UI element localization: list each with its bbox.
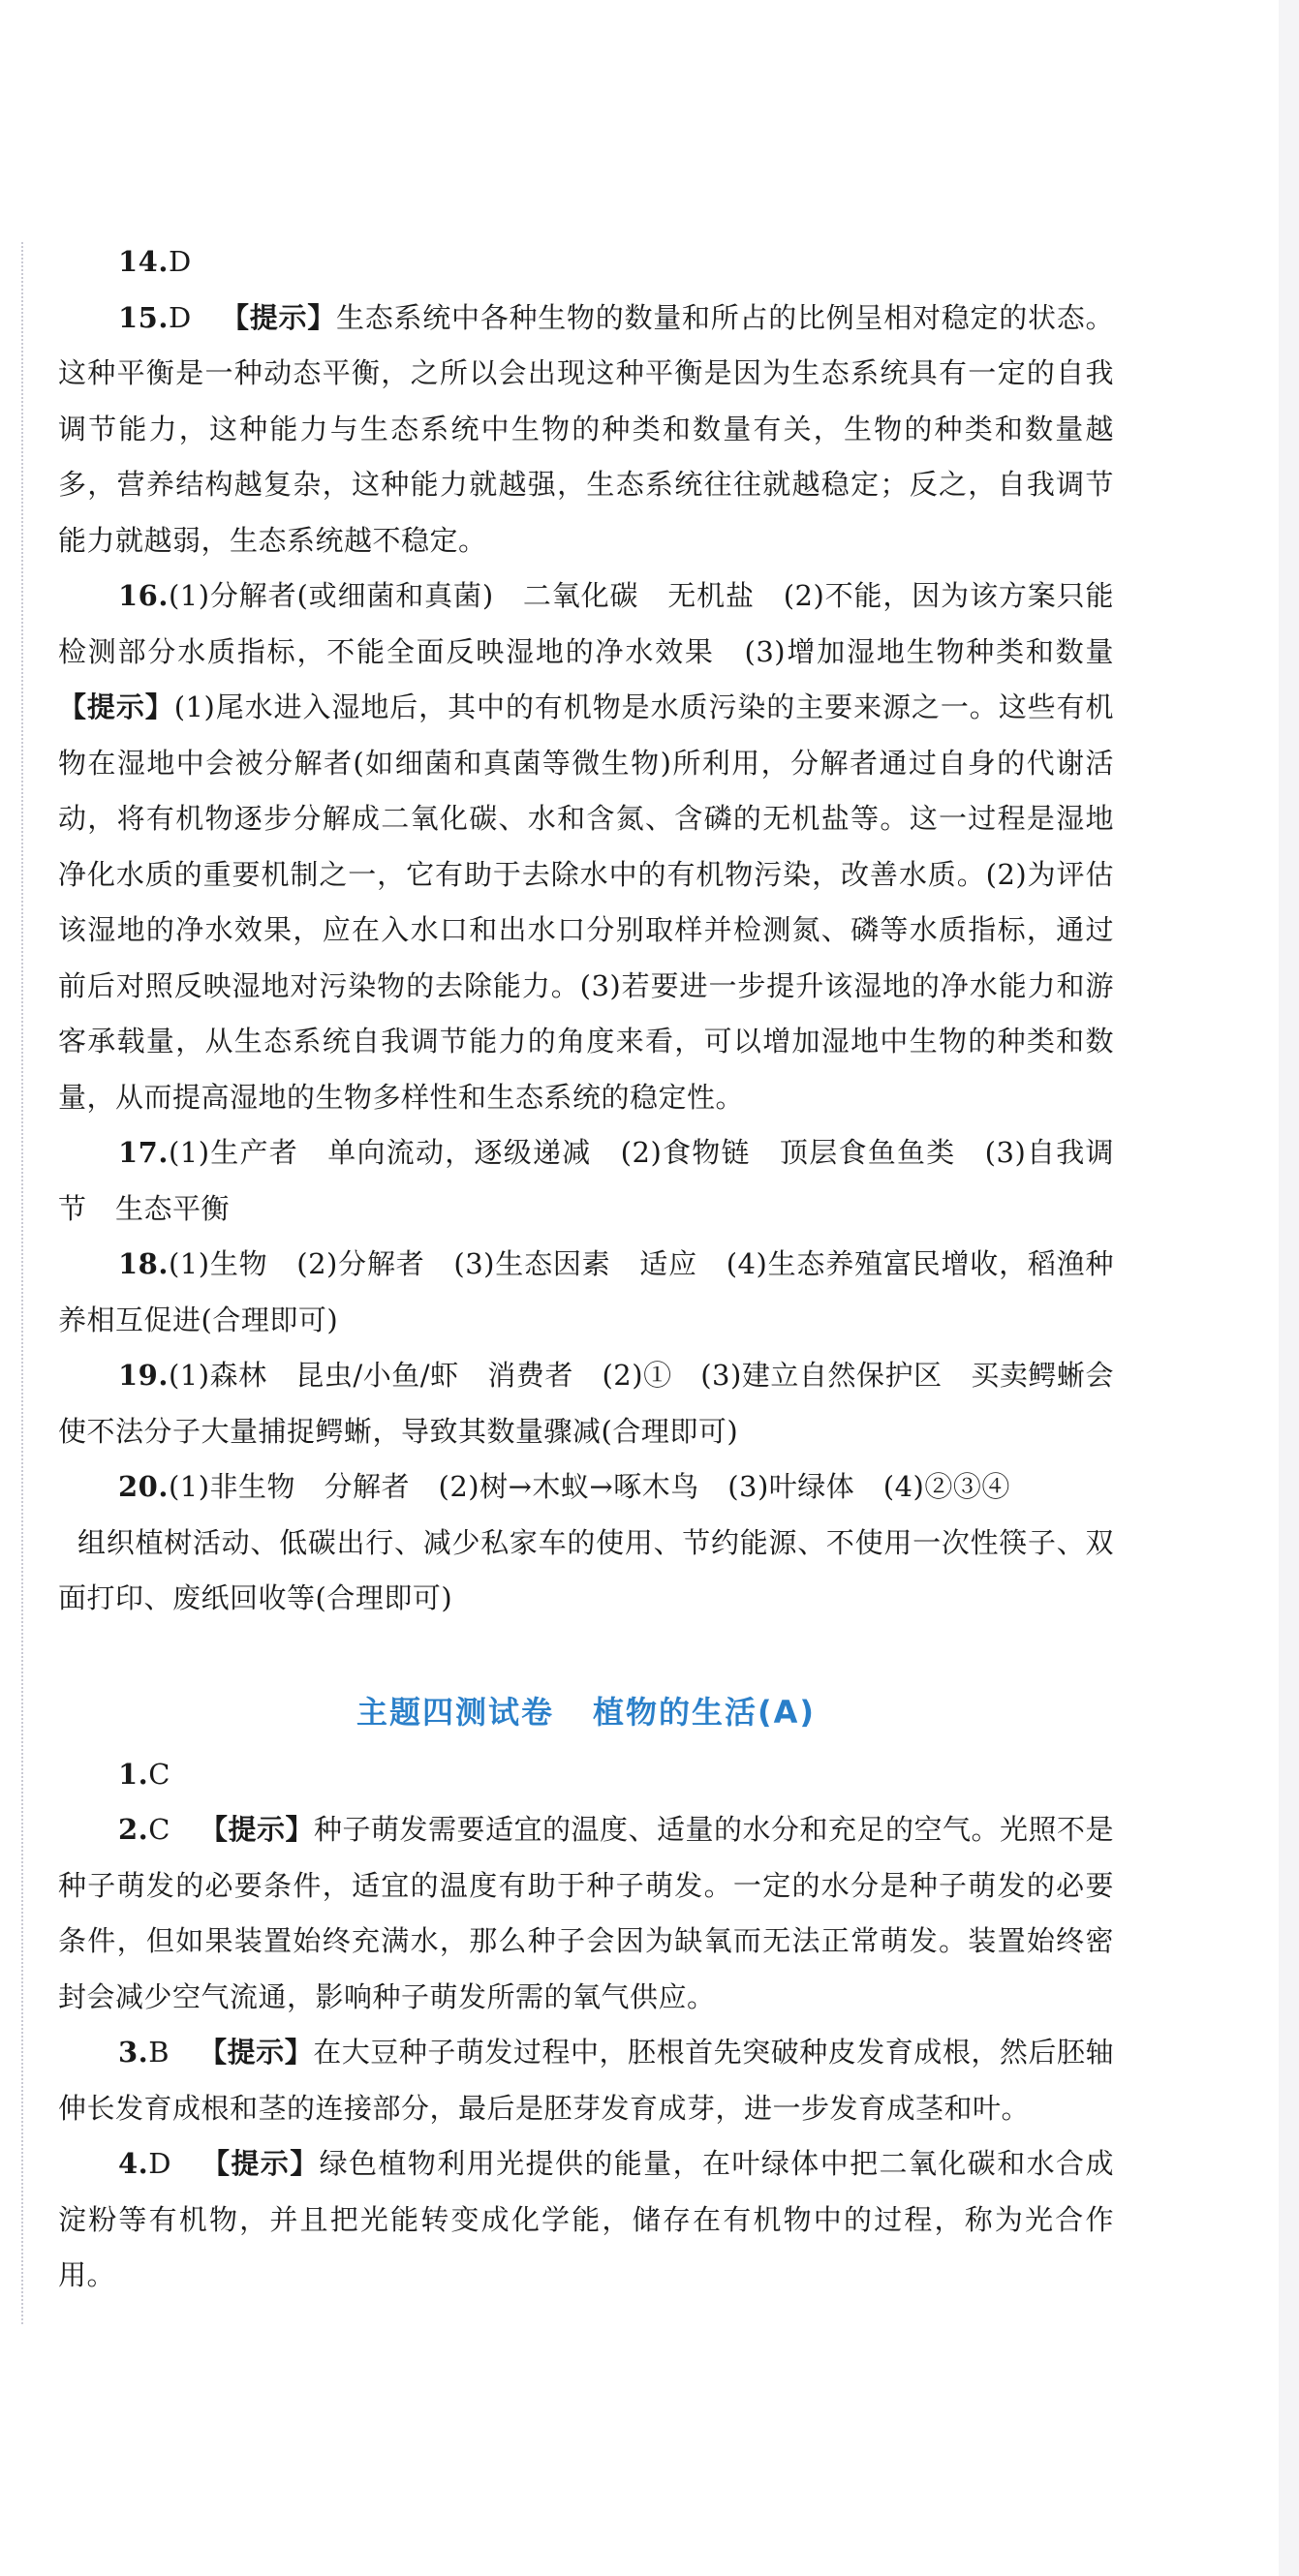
hint-text: 绿色植物利用光提供的能量，在叶绿体中把二氧化碳和水合成淀粉等有机物，并且把光能转变成化学能，储存在有机物中的过程，称为光合作用。 bbox=[58, 2147, 1114, 2291]
item-answer: B bbox=[148, 2036, 170, 2069]
item-answer: D bbox=[148, 2147, 172, 2180]
answer-item-14 bbox=[58, 234, 1114, 291]
answer-item-16 bbox=[58, 568, 1143, 1125]
answer-item-4 bbox=[58, 2136, 1114, 2304]
answer-content bbox=[58, 234, 1143, 2304]
item-answer: D bbox=[168, 245, 192, 278]
answer-item-15 bbox=[58, 291, 1114, 569]
item-answer: (1)分解者(或细菌和真菌) 二氧化碳 无机盐 (2)不能，因为该方案只能检测部分水质指标，不能全面反映湿地的净水效果 (3)增加湿地生物种类和数量 bbox=[58, 579, 1143, 668]
item-number: 20. bbox=[118, 1470, 169, 1503]
item-number: 17. bbox=[118, 1136, 169, 1169]
answer-item-17 bbox=[58, 1125, 1114, 1237]
item-answer: C bbox=[148, 1757, 170, 1791]
item-number: 14. bbox=[118, 245, 169, 278]
item-number: 4. bbox=[118, 2147, 149, 2180]
hint-label: 【提示】 bbox=[201, 2147, 320, 2180]
answer-item-20-continuation: 组织植树活动、低碳出行、减少私家车的使用、节约能源、不使用一次性筷子、双面打印、废纸回收等(合理即可) bbox=[58, 1525, 1114, 1614]
section-title-left: 主题四测试卷 bbox=[356, 1693, 554, 1731]
hint-label: 【提示】 bbox=[220, 300, 336, 334]
hint-label: 【提示】 bbox=[199, 2036, 314, 2069]
answer-item-2 bbox=[58, 1802, 1114, 2025]
item-number: 19. bbox=[118, 1359, 169, 1392]
item-answer: (1)森林 昆虫/小鱼/虾 消费者 (2)① (3)建立自然保护区 买卖鳄蜥会使不法分子大量捕捉鳄蜥，导致其数量骤减(合理即可) bbox=[58, 1359, 1114, 1448]
item-number: 3. bbox=[118, 2036, 149, 2069]
answer-item-3 bbox=[58, 2025, 1114, 2136]
answer-item-1 bbox=[58, 1747, 1114, 1803]
item-number: 1. bbox=[118, 1757, 149, 1791]
hint-text: 生态系统中各种生物的数量和所占的比例呈相对稳定的状态。这种平衡是一种动态平衡，之所以会出现这种平衡是因为生态系统具有一定的自我调节能力，这种能力与生态系统中生物的种类和数量有关，生物的种类和数量越多，营养结构越复杂，这种能力就越强，生态系统往往就越稳定；反之，自我调节能力就越弱，生态系统越不稳定。 bbox=[58, 300, 1114, 557]
item-number: 16. bbox=[118, 579, 169, 612]
answer-item-19 bbox=[58, 1348, 1114, 1459]
hint-label: 【提示】 bbox=[58, 690, 174, 723]
page-edge-shade bbox=[1279, 0, 1299, 2576]
answer-item-18 bbox=[58, 1237, 1114, 1348]
hint-text: (1)尾水进入湿地后，其中的有机物是水质污染的主要来源之一。这些有机物在湿地中会被分解者(如细菌和真菌等微生物)所利用，分解者通过自身的代谢活动，将有机物逐步分解成二氧化碳、水和含氮、含磷的无机盐等。这一过程是湿地净化水质的重要机制之一，它有助于去除水中的有机物污染，改善水质。(2)为评估该湿地的净水效果，应在入水口和出水口分别取样并检测氮、磷等水质指标，通过前后对照反映湿地对污染物的去除能力。(3)若要进一步提升该湿地的净水能力和游客承载量，从生态系统自我调节能力的角度来看，可以增加湿地中生物的种类和数量，从而提高湿地的生物多样性和生态系统的稳定性。 bbox=[58, 690, 1114, 1114]
item-answer: (1)生物 (2)分解者 (3)生态因素 适应 (4)生态养殖富民增收，稻渔种养相互促进(合理即可) bbox=[58, 1247, 1114, 1336]
hint-label: 【提示】 bbox=[199, 1813, 314, 1846]
item-answer: (1)生产者 单向流动，逐级递减 (2)食物链 顶层食鱼鱼类 (3)自我调节 生态平衡 bbox=[58, 1136, 1114, 1225]
item-answer: (1)非生物 分解者 (2)树→木蚁→啄木鸟 (3)叶绿体 (4)②③④ bbox=[168, 1470, 1010, 1503]
item-number: 18. bbox=[118, 1247, 169, 1280]
item-answer: C bbox=[148, 1813, 170, 1846]
hint-text: 种子萌发需要适宜的温度、适量的水分和充足的空气。光照不是种子萌发的必要条件，适宜的温度有助于种子萌发。一定的水分是种子萌发的必要条件，但如果装置始终充满水，那么种子会因为缺氧而无法正常萌发。装置始终密封会减少空气流通，影响种子萌发所需的氧气供应。 bbox=[58, 1813, 1115, 2013]
item-number: 2. bbox=[118, 1813, 149, 1846]
answer-item-20 bbox=[58, 1459, 1114, 1516]
section-title bbox=[58, 1683, 1114, 1741]
item-answer: D bbox=[168, 300, 192, 334]
section-title-right: 植物的生活(A) bbox=[592, 1693, 817, 1731]
binding-margin-line bbox=[21, 242, 23, 2324]
item-number: 15. bbox=[118, 300, 169, 334]
hint-text: 在大豆种子萌发过程中，胚根首先突破种皮发育成根，然后胚轴伸长发育成根和茎的连接部分，最后是胚芽发育成芽，进一步发育成茎和叶。 bbox=[58, 2036, 1114, 2125]
